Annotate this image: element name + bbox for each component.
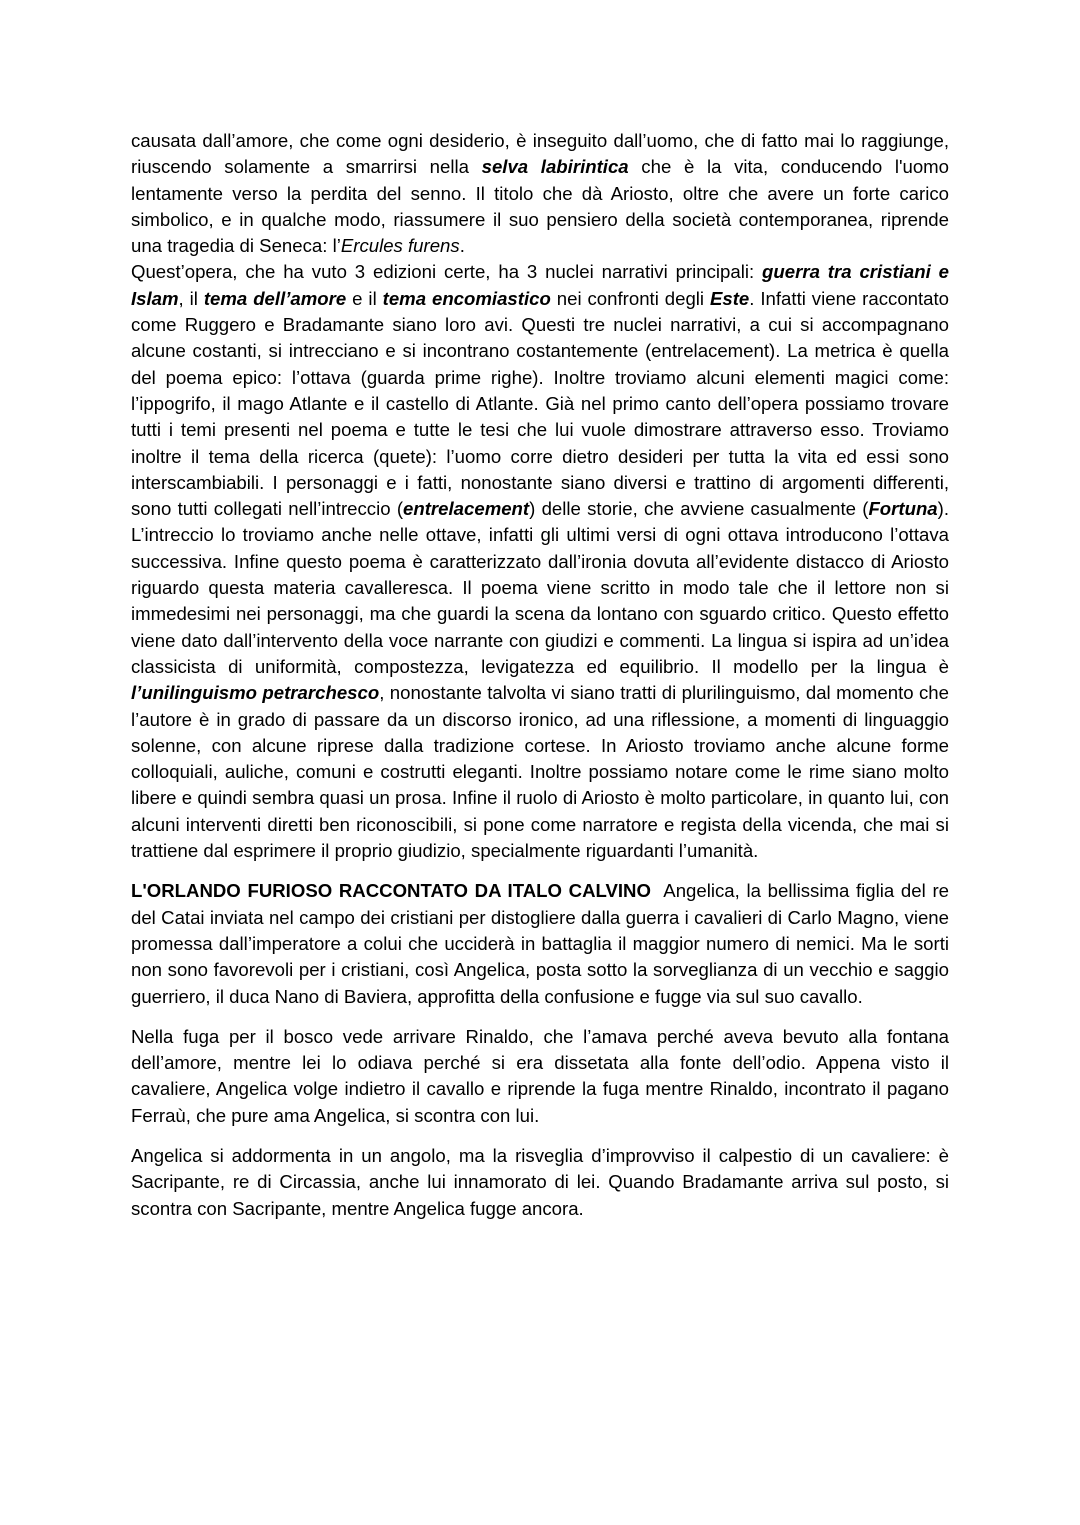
emphasis-selva-labirintica: selva labirintica [481, 156, 629, 178]
paragraph-sacripante [131, 1143, 949, 1222]
text-run: che è la vita, conducendo l'uomo lentamente verso la perdita del senno. Il titolo che dà Ariosto, oltre che avere un forte carico simbolico, e in qualche modo, riassumere il suo pensiero della società contemporanea, riprende una tragedia di Seneca: l’ [131, 156, 950, 257]
text-run: Quest’opera, che ha vuto 3 edizioni certe, ha 3 nuclei narrativi principali: [131, 261, 763, 283]
text-run: ) delle storie, che avviene casualmente ( [529, 498, 869, 520]
emphasis-ercules-furens: Ercules furens [340, 235, 460, 257]
paragraph-ariosto-intro [131, 128, 949, 259]
emphasis-tema-amore: tema dell’amore [203, 287, 347, 309]
text-run: . Infatti viene raccontato come Ruggero e Bradamante siano loro avi. Questi tre nuclei narrativi, a cui si accompagnano alcune costanti, si intrecciano e si incontrano costantemente (entrelacement). La metrica è quella del poema epico: l’ottava (guarda prime righe). Inoltre troviamo alcuni elementi magici come: l’ippogrifo, il mago Atlante e il castello di Atlante. Già nel primo canto dell’opera possiamo trovare tutti i temi presenti nel poema e tutte le tesi che lui vuole dimostrare attraverso esso. Troviamo inoltre il tema della ricerca (quete): l’uomo corre dietro desideri per tutta la vita ed essi sono interscambiabili. I personaggi e i fatti, nonostante siano diversi e trattino di argomenti differenti, sono tutti collegati nell’intreccio ( [131, 287, 950, 520]
paragraph-opera-nuclei [131, 259, 949, 864]
emphasis-fortuna: Fortuna [868, 498, 938, 520]
text-run: ). L’intreccio lo troviamo anche nelle ottave, infatti gli ultimi versi di ogni ottava introducono l’ottava successiva. Infine questo poema è caratterizzato dall’ironia dovuta all’evidente distacco di Ariosto riguardo questa materia cavalleresca. Il poema viene scritto in modo tale che il lettore non si immedesimi nei personaggi, ma che guardi la scena da lontano con sguardo critico. Questo effetto viene dato dall’intervento della voce narrante con giudizi e commenti. La lingua si ispira ad un’idea classicista di uniformità, compostezza, levigatezza ed equilibrio. Il modello per la lingua è [131, 498, 949, 677]
text-run: Nella fuga per il bosco vede arrivare Rinaldo, che l’amava perché aveva bevuto alla fontana dell’amore, mentre lei lo odiava perché si era dissetata alla fonte dell’odio. Appena visto il cavaliere, Angelica volge indietro il cavallo e riprende la fuga mentre Rinaldo, incontrato il pagano Ferraù, che pure ama Angelica, si scontra con lui. [131, 1025, 949, 1126]
text-run: , il [178, 287, 204, 309]
text-run: Angelica si addormenta in un angolo, ma la risveglia d’improvviso il calpestio di un cavaliere: è Sacripante, re di Circassia, anche lui innamorato di lei. Quando Bradamante arriva sul posto, si scontra con Sacripante, mentre Angelica fugge ancora. [131, 1144, 949, 1219]
text-run: , nonostante talvolta vi siano tratti di plurilinguismo, dal momento che l’autore è in grado di passare da un discorso ironico, ad una riflessione, a momenti di linguaggio solenne, con alcune riprese dalla tradizione cortese. In Ariosto troviamo anche alcune forme colloquiali, auliche, comuni e costrutti eleganti. Inoltre possiamo notare come le rime siano molto libere e quindi sembra quasi un prosa. Infine il ruolo di Ariosto è molto particolare, in quanto lui, con alcuni interventi diretti ben riconoscibili, si pone come narratore e regista della vicenda, che mai si trattiene dal esprimere il proprio giudizio, specialmente riguardanti l’umanità. [131, 682, 949, 862]
emphasis-este: Este [710, 287, 750, 309]
text-run: nei confronti degli [550, 287, 710, 309]
section-heading: L'ORLANDO FURIOSO RACCONTATO DA ITALO CALVINO [131, 880, 651, 902]
paragraph-calvino [131, 878, 955, 1009]
text-run: e il [346, 287, 383, 309]
emphasis-tema-encomiastico: tema encomiastico [382, 287, 551, 309]
paragraph-fuga-bosco [131, 1024, 949, 1129]
text-run: causata dall’amore, che come ogni desiderio, è inseguito dall’uomo, che di fatto mai lo raggiunge, riuscendo solamente a smarrirsi nella [131, 130, 949, 178]
emphasis-guerra-cristiani-islam: guerra tra cristiani e Islam [131, 261, 949, 309]
emphasis-entrelacement: entrelacement [403, 498, 530, 520]
text-run: Angelica, la bellissima figlia del re del Catai inviata nel campo dei cristiani per distogliere dalla guerra i cavalieri di Carlo Magno, viene promessa dall’imperatore a colui che ucciderà in battaglia il maggior numero di nemici. Ma le sorti non sono favorevoli per i cristiani, così Angelica, posta sotto la sorveglianza di un vecchio e saggio guerriero, il duca Nano di Baviera, approfitta della confusione e fugge via sul suo cavallo. [131, 880, 955, 1007]
text-run: . [459, 235, 465, 257]
emphasis-unilinguismo-petrarchesco: l’unilinguismo petrarchesco [131, 682, 380, 704]
document-page [131, 128, 955, 1222]
